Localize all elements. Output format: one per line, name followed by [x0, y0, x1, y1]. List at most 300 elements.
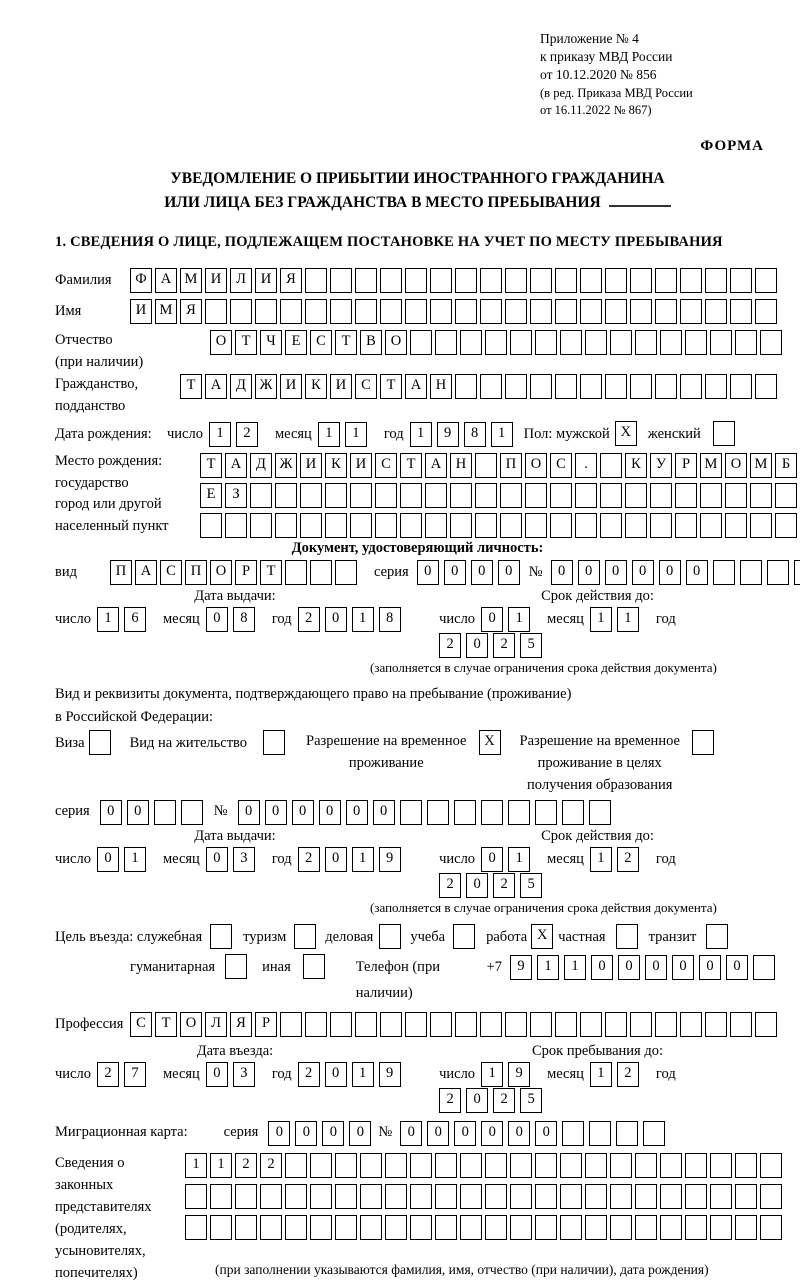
form-cell[interactable]	[185, 1215, 207, 1240]
form-cell[interactable]	[300, 483, 322, 508]
form-cell[interactable]: 2	[493, 873, 515, 898]
form-cell[interactable]	[285, 1153, 307, 1178]
form-cell[interactable]	[750, 483, 772, 508]
form-cell[interactable]: 2	[298, 1062, 320, 1087]
form-cell[interactable]: 0	[322, 1121, 344, 1146]
form-cell[interactable]	[430, 299, 452, 324]
form-cell[interactable]: 0	[265, 800, 287, 825]
form-cell[interactable]	[710, 1215, 732, 1240]
form-cell[interactable]	[705, 299, 727, 324]
form-cell[interactable]	[635, 1153, 657, 1178]
form-cell[interactable]	[655, 299, 677, 324]
form-cell[interactable]	[260, 1215, 282, 1240]
form-cell[interactable]: 3	[233, 847, 255, 872]
form-cell[interactable]: О	[385, 330, 407, 355]
form-cell[interactable]	[655, 268, 677, 293]
form-cell[interactable]: Я	[230, 1012, 252, 1037]
form-cell[interactable]	[510, 330, 532, 355]
form-cell[interactable]: А	[225, 453, 247, 478]
form-cell[interactable]: 2	[235, 1153, 257, 1178]
form-cell[interactable]	[630, 299, 652, 324]
form-cell[interactable]: М	[700, 453, 722, 478]
form-cell[interactable]	[235, 1184, 257, 1209]
form-cell[interactable]: С	[160, 560, 182, 585]
form-cell[interactable]	[600, 513, 622, 538]
form-cell[interactable]: 2	[617, 847, 639, 872]
form-cell[interactable]	[530, 1012, 552, 1037]
form-cell[interactable]	[760, 1184, 782, 1209]
form-cell[interactable]: 0	[508, 1121, 530, 1146]
form-cell[interactable]	[505, 374, 527, 399]
form-cell[interactable]: 0	[417, 560, 439, 585]
form-cell[interactable]	[616, 924, 638, 949]
form-cell[interactable]: 0	[444, 560, 466, 585]
form-cell[interactable]	[535, 1184, 557, 1209]
form-cell[interactable]: X	[531, 924, 553, 949]
form-cell[interactable]: Н	[450, 453, 472, 478]
form-cell[interactable]: П	[185, 560, 207, 585]
form-cell[interactable]	[735, 330, 757, 355]
form-cell[interactable]	[625, 513, 647, 538]
form-cell[interactable]	[330, 299, 352, 324]
form-cell[interactable]	[550, 483, 572, 508]
form-cell[interactable]	[713, 421, 735, 446]
form-cell[interactable]: Т	[235, 330, 257, 355]
form-cell[interactable]	[650, 513, 672, 538]
form-cell[interactable]: 9	[437, 422, 459, 447]
form-cell[interactable]	[405, 299, 427, 324]
form-cell[interactable]	[610, 1184, 632, 1209]
form-cell[interactable]	[555, 374, 577, 399]
form-cell[interactable]: 1	[590, 607, 612, 632]
form-cell[interactable]: 1	[590, 847, 612, 872]
form-cell[interactable]: И	[130, 299, 152, 324]
form-cell[interactable]	[480, 374, 502, 399]
form-cell[interactable]	[660, 1184, 682, 1209]
form-cell[interactable]	[400, 513, 422, 538]
form-cell[interactable]: 0	[645, 955, 667, 980]
form-cell[interactable]	[725, 513, 747, 538]
form-cell[interactable]: Ф	[130, 268, 152, 293]
form-cell[interactable]: 0	[471, 560, 493, 585]
form-cell[interactable]	[775, 513, 797, 538]
form-cell[interactable]: Р	[675, 453, 697, 478]
form-cell[interactable]	[525, 483, 547, 508]
form-cell[interactable]	[455, 374, 477, 399]
form-cell[interactable]	[760, 1215, 782, 1240]
form-cell[interactable]: У	[650, 453, 672, 478]
form-cell[interactable]: 0	[127, 800, 149, 825]
form-cell[interactable]	[350, 513, 372, 538]
form-cell[interactable]	[605, 374, 627, 399]
form-cell[interactable]	[575, 483, 597, 508]
form-cell[interactable]	[380, 268, 402, 293]
form-cell[interactable]	[385, 1153, 407, 1178]
form-cell[interactable]	[425, 513, 447, 538]
form-cell[interactable]	[794, 560, 800, 585]
form-cell[interactable]: 3	[233, 1062, 255, 1087]
form-cell[interactable]	[675, 513, 697, 538]
form-cell[interactable]	[692, 730, 714, 755]
form-cell[interactable]	[525, 513, 547, 538]
form-cell[interactable]	[485, 1153, 507, 1178]
form-cell[interactable]	[310, 560, 332, 585]
form-cell[interactable]: Т	[200, 453, 222, 478]
form-cell[interactable]: 7	[124, 1062, 146, 1087]
form-cell[interactable]: Р	[235, 560, 257, 585]
form-cell[interactable]	[335, 1153, 357, 1178]
form-cell[interactable]: И	[330, 374, 352, 399]
form-cell[interactable]	[660, 1153, 682, 1178]
form-cell[interactable]	[530, 374, 552, 399]
form-cell[interactable]: 9	[508, 1062, 530, 1087]
form-cell[interactable]: 5	[520, 633, 542, 658]
form-cell[interactable]: 2	[439, 1088, 461, 1113]
form-cell[interactable]: 1	[318, 422, 340, 447]
form-cell[interactable]	[655, 1012, 677, 1037]
form-cell[interactable]	[325, 513, 347, 538]
form-cell[interactable]: О	[210, 330, 232, 355]
form-cell[interactable]: 1	[185, 1153, 207, 1178]
form-cell[interactable]: X	[615, 421, 637, 446]
form-cell[interactable]	[335, 560, 357, 585]
form-cell[interactable]: 0	[292, 800, 314, 825]
form-cell[interactable]: С	[355, 374, 377, 399]
form-cell[interactable]	[710, 1153, 732, 1178]
form-cell[interactable]	[200, 513, 222, 538]
form-cell[interactable]	[405, 1012, 427, 1037]
form-cell[interactable]: 0	[346, 800, 368, 825]
form-cell[interactable]	[630, 374, 652, 399]
form-cell[interactable]	[767, 560, 789, 585]
form-cell[interactable]: Л	[205, 1012, 227, 1037]
form-cell[interactable]: Я	[280, 268, 302, 293]
form-cell[interactable]	[580, 374, 602, 399]
form-cell[interactable]	[560, 1153, 582, 1178]
form-cell[interactable]	[605, 1012, 627, 1037]
form-cell[interactable]	[154, 800, 176, 825]
form-cell[interactable]: 0	[427, 1121, 449, 1146]
form-cell[interactable]: 0	[325, 1062, 347, 1087]
form-cell[interactable]	[685, 330, 707, 355]
form-cell[interactable]: 0	[97, 847, 119, 872]
form-cell[interactable]	[480, 299, 502, 324]
form-cell[interactable]: К	[325, 453, 347, 478]
form-cell[interactable]: 5	[520, 1088, 542, 1113]
form-cell[interactable]: 9	[379, 1062, 401, 1087]
form-cell[interactable]: Ж	[275, 453, 297, 478]
form-cell[interactable]	[755, 268, 777, 293]
form-cell[interactable]	[685, 1153, 707, 1178]
form-cell[interactable]: 0	[206, 1062, 228, 1087]
form-cell[interactable]: С	[310, 330, 332, 355]
form-cell[interactable]	[675, 483, 697, 508]
form-cell[interactable]	[385, 1215, 407, 1240]
form-cell[interactable]	[600, 453, 622, 478]
form-cell[interactable]: З	[225, 483, 247, 508]
form-cell[interactable]: Ч	[260, 330, 282, 355]
form-cell[interactable]: 0	[454, 1121, 476, 1146]
form-cell[interactable]: 0	[206, 847, 228, 872]
form-cell[interactable]	[680, 268, 702, 293]
form-cell[interactable]: 0	[551, 560, 573, 585]
form-cell[interactable]	[435, 330, 457, 355]
form-cell[interactable]: Ж	[255, 374, 277, 399]
form-cell[interactable]: 0	[618, 955, 640, 980]
form-cell[interactable]	[305, 268, 327, 293]
form-cell[interactable]	[585, 1184, 607, 1209]
form-cell[interactable]: 1	[590, 1062, 612, 1087]
form-cell[interactable]: X	[479, 730, 501, 755]
form-cell[interactable]	[280, 299, 302, 324]
form-cell[interactable]: 2	[298, 607, 320, 632]
form-cell[interactable]	[535, 1215, 557, 1240]
form-cell[interactable]	[427, 800, 449, 825]
form-cell[interactable]	[585, 1153, 607, 1178]
form-cell[interactable]: 0	[319, 800, 341, 825]
form-cell[interactable]	[705, 374, 727, 399]
form-cell[interactable]	[630, 1012, 652, 1037]
form-cell[interactable]	[710, 1184, 732, 1209]
form-cell[interactable]: 5	[520, 873, 542, 898]
form-cell[interactable]: И	[255, 268, 277, 293]
form-cell[interactable]	[360, 1184, 382, 1209]
form-cell[interactable]	[535, 800, 557, 825]
form-cell[interactable]: 0	[349, 1121, 371, 1146]
form-cell[interactable]: И	[280, 374, 302, 399]
form-cell[interactable]	[635, 1215, 657, 1240]
form-cell[interactable]: С	[375, 453, 397, 478]
form-cell[interactable]: 1	[508, 847, 530, 872]
form-cell[interactable]	[589, 1121, 611, 1146]
form-cell[interactable]	[475, 513, 497, 538]
form-cell[interactable]	[735, 1153, 757, 1178]
form-cell[interactable]	[405, 268, 427, 293]
form-cell[interactable]: Л	[230, 268, 252, 293]
form-cell[interactable]	[480, 268, 502, 293]
form-cell[interactable]: Я	[180, 299, 202, 324]
form-cell[interactable]	[735, 1184, 757, 1209]
form-cell[interactable]	[375, 513, 397, 538]
form-cell[interactable]	[730, 1012, 752, 1037]
form-cell[interactable]	[740, 560, 762, 585]
form-cell[interactable]	[755, 299, 777, 324]
form-cell[interactable]	[225, 954, 247, 979]
form-cell[interactable]	[755, 1012, 777, 1037]
form-cell[interactable]	[730, 374, 752, 399]
form-cell[interactable]	[655, 374, 677, 399]
form-cell[interactable]	[294, 924, 316, 949]
form-cell[interactable]: .	[575, 453, 597, 478]
form-cell[interactable]: М	[155, 299, 177, 324]
form-cell[interactable]: 0	[325, 607, 347, 632]
form-cell[interactable]	[480, 1012, 502, 1037]
form-cell[interactable]	[605, 268, 627, 293]
form-cell[interactable]	[535, 1153, 557, 1178]
form-cell[interactable]	[635, 330, 657, 355]
form-cell[interactable]	[379, 924, 401, 949]
form-cell[interactable]	[630, 268, 652, 293]
form-cell[interactable]	[210, 1184, 232, 1209]
form-cell[interactable]: 8	[233, 607, 255, 632]
form-cell[interactable]	[680, 374, 702, 399]
form-cell[interactable]: Т	[155, 1012, 177, 1037]
form-cell[interactable]	[555, 1012, 577, 1037]
form-cell[interactable]	[235, 1215, 257, 1240]
form-cell[interactable]: А	[425, 453, 447, 478]
form-cell[interactable]	[89, 730, 111, 755]
form-cell[interactable]: 1	[209, 422, 231, 447]
form-cell[interactable]	[505, 299, 527, 324]
form-cell[interactable]	[455, 1012, 477, 1037]
form-cell[interactable]	[485, 1215, 507, 1240]
form-cell[interactable]	[263, 730, 285, 755]
form-cell[interactable]: А	[405, 374, 427, 399]
form-cell[interactable]	[562, 800, 584, 825]
form-cell[interactable]: 0	[268, 1121, 290, 1146]
form-cell[interactable]: О	[525, 453, 547, 478]
form-cell[interactable]: 0	[481, 1121, 503, 1146]
form-cell[interactable]	[335, 1184, 357, 1209]
form-cell[interactable]	[560, 330, 582, 355]
form-cell[interactable]	[575, 513, 597, 538]
form-cell[interactable]: 9	[510, 955, 532, 980]
form-cell[interactable]: 0	[466, 1088, 488, 1113]
form-cell[interactable]	[560, 1215, 582, 1240]
form-cell[interactable]: 0	[726, 955, 748, 980]
form-cell[interactable]	[460, 1153, 482, 1178]
form-cell[interactable]: А	[205, 374, 227, 399]
form-cell[interactable]: 2	[617, 1062, 639, 1087]
form-cell[interactable]	[616, 1121, 638, 1146]
form-cell[interactable]: Б	[775, 453, 797, 478]
form-cell[interactable]	[500, 483, 522, 508]
form-cell[interactable]	[580, 268, 602, 293]
form-cell[interactable]	[303, 954, 325, 979]
form-cell[interactable]	[275, 483, 297, 508]
form-cell[interactable]	[454, 800, 476, 825]
form-cell[interactable]	[725, 483, 747, 508]
form-cell[interactable]	[610, 1215, 632, 1240]
form-cell[interactable]: 1	[352, 607, 374, 632]
form-cell[interactable]: А	[155, 268, 177, 293]
form-cell[interactable]: 2	[236, 422, 258, 447]
form-cell[interactable]	[643, 1121, 665, 1146]
form-cell[interactable]: К	[625, 453, 647, 478]
form-cell[interactable]	[730, 299, 752, 324]
form-cell[interactable]	[700, 513, 722, 538]
form-cell[interactable]: 0	[535, 1121, 557, 1146]
form-cell[interactable]	[680, 299, 702, 324]
form-cell[interactable]	[580, 299, 602, 324]
form-cell[interactable]	[685, 1184, 707, 1209]
form-cell[interactable]: 6	[124, 607, 146, 632]
form-cell[interactable]	[560, 1184, 582, 1209]
form-cell[interactable]	[380, 1012, 402, 1037]
form-cell[interactable]: 2	[439, 873, 461, 898]
form-cell[interactable]	[600, 483, 622, 508]
form-cell[interactable]: 1	[564, 955, 586, 980]
form-cell[interactable]	[430, 1012, 452, 1037]
form-cell[interactable]	[505, 268, 527, 293]
form-cell[interactable]	[660, 330, 682, 355]
form-cell[interactable]: 0	[400, 1121, 422, 1146]
form-cell[interactable]	[360, 1215, 382, 1240]
form-cell[interactable]	[275, 513, 297, 538]
form-cell[interactable]	[280, 1012, 302, 1037]
form-cell[interactable]	[625, 483, 647, 508]
form-cell[interactable]: 1	[537, 955, 559, 980]
form-cell[interactable]: 0	[100, 800, 122, 825]
form-cell[interactable]	[355, 268, 377, 293]
form-cell[interactable]: 1	[210, 1153, 232, 1178]
form-cell[interactable]: 1	[481, 1062, 503, 1087]
form-cell[interactable]: 1	[97, 607, 119, 632]
form-cell[interactable]: Т	[380, 374, 402, 399]
form-cell[interactable]	[510, 1184, 532, 1209]
form-cell[interactable]: 1	[345, 422, 367, 447]
form-cell[interactable]	[310, 1153, 332, 1178]
form-cell[interactable]	[605, 299, 627, 324]
form-cell[interactable]: В	[360, 330, 382, 355]
form-cell[interactable]: 0	[206, 607, 228, 632]
form-cell[interactable]: О	[210, 560, 232, 585]
form-cell[interactable]: 0	[686, 560, 708, 585]
form-cell[interactable]	[508, 800, 530, 825]
form-cell[interactable]	[760, 1153, 782, 1178]
form-cell[interactable]	[285, 1184, 307, 1209]
form-cell[interactable]	[205, 299, 227, 324]
form-cell[interactable]: 1	[491, 422, 513, 447]
form-cell[interactable]	[305, 299, 327, 324]
form-cell[interactable]	[330, 268, 352, 293]
form-cell[interactable]: 2	[260, 1153, 282, 1178]
form-cell[interactable]: М	[750, 453, 772, 478]
form-cell[interactable]	[760, 330, 782, 355]
form-cell[interactable]	[285, 1215, 307, 1240]
form-cell[interactable]	[485, 330, 507, 355]
form-cell[interactable]: И	[350, 453, 372, 478]
form-cell[interactable]	[775, 483, 797, 508]
form-cell[interactable]	[755, 374, 777, 399]
form-cell[interactable]: Р	[255, 1012, 277, 1037]
form-cell[interactable]: Н	[430, 374, 452, 399]
form-cell[interactable]	[580, 1012, 602, 1037]
form-cell[interactable]	[310, 1184, 332, 1209]
form-cell[interactable]	[225, 513, 247, 538]
form-cell[interactable]: Т	[180, 374, 202, 399]
form-cell[interactable]	[610, 330, 632, 355]
form-cell[interactable]: 0	[498, 560, 520, 585]
form-cell[interactable]	[750, 513, 772, 538]
form-cell[interactable]	[285, 560, 307, 585]
form-cell[interactable]: Е	[285, 330, 307, 355]
form-cell[interactable]	[335, 1215, 357, 1240]
form-cell[interactable]	[375, 483, 397, 508]
form-cell[interactable]	[430, 268, 452, 293]
form-cell[interactable]	[230, 299, 252, 324]
form-cell[interactable]: 0	[295, 1121, 317, 1146]
form-cell[interactable]	[355, 1012, 377, 1037]
form-cell[interactable]	[530, 268, 552, 293]
form-cell[interactable]: 1	[352, 847, 374, 872]
form-cell[interactable]	[310, 1215, 332, 1240]
form-cell[interactable]	[700, 483, 722, 508]
form-cell[interactable]	[453, 924, 475, 949]
form-cell[interactable]	[660, 1215, 682, 1240]
form-cell[interactable]	[410, 330, 432, 355]
form-cell[interactable]: 2	[493, 633, 515, 658]
